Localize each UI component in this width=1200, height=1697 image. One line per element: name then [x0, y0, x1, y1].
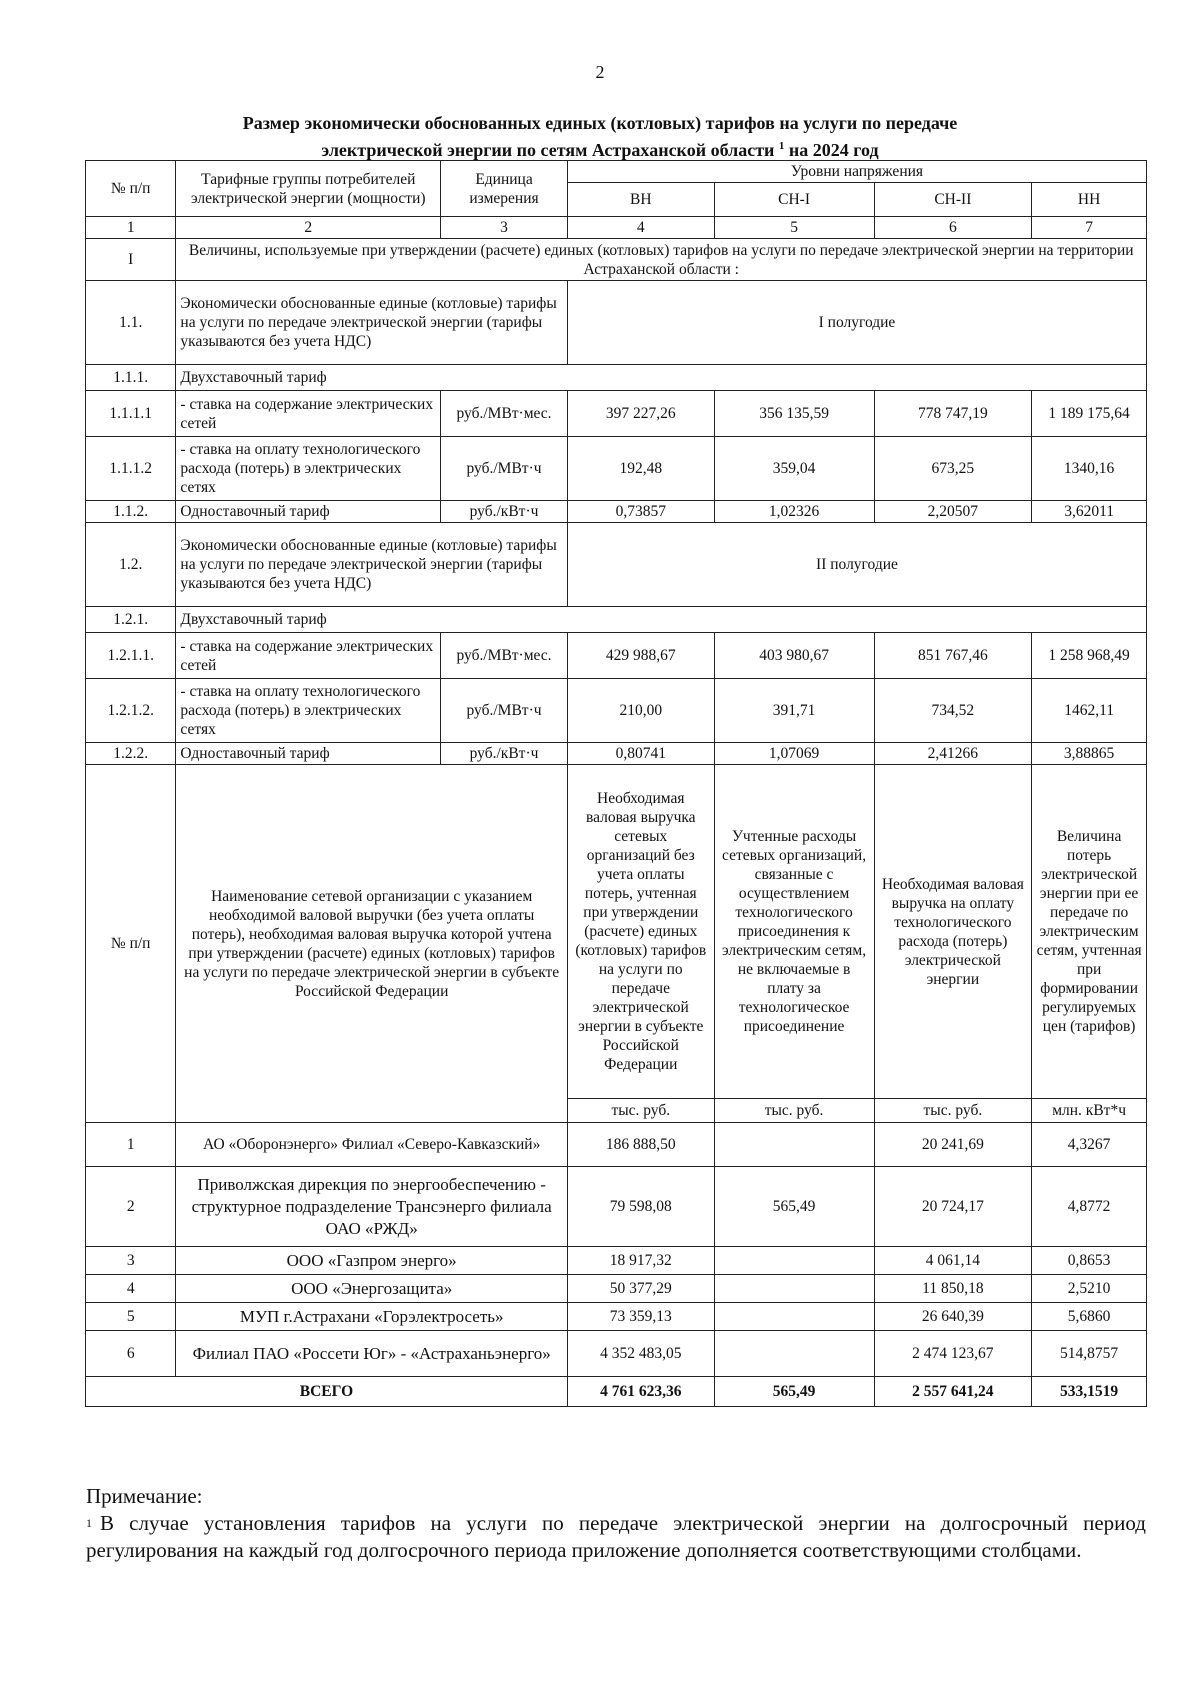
value-sn1: 1,02326: [714, 501, 874, 523]
value-vn: 210,00: [567, 679, 714, 743]
org-unit-c4: тыс. руб.: [567, 1099, 714, 1123]
row-unit: руб./кВт·ч: [441, 501, 568, 523]
org-header-num: № п/п: [86, 765, 176, 1123]
org-name: МУП г.Астрахани «Горэлектросеть»: [176, 1303, 568, 1331]
org-num: 1: [86, 1123, 176, 1167]
value-vn: 397 227,26: [567, 391, 714, 437]
row-unit: руб./кВт·ч: [441, 743, 568, 765]
col-index: 4: [567, 217, 714, 239]
value-vn: 0,80741: [567, 743, 714, 765]
row-label: Двухставочный тариф: [176, 607, 1147, 633]
value-nn: 1462,11: [1032, 679, 1147, 743]
value-nn: 1 189 175,64: [1032, 391, 1147, 437]
value-vn: 0,73857: [567, 501, 714, 523]
header-num: № п/п: [86, 161, 176, 217]
org-header-name: Наименование сетевой организации с указанием необходимой валовой выручки (без учета оплаты потерь), необходимая валовая выручка которой учтена при утверждении (расчете) единых (котловых) тарифов на услуги по передаче электрической энергии в субъекте Российской Федерации: [176, 765, 568, 1123]
row-label: Двухставочный тариф: [176, 365, 1147, 391]
org-c6: 20 724,17: [874, 1167, 1032, 1247]
org-c5: [714, 1275, 874, 1303]
block-period: I полугодие: [567, 281, 1146, 365]
title-line-2-text: электрической энергии по сетям Астраханской области: [321, 140, 775, 160]
col-index: 1: [86, 217, 176, 239]
value-sn2: 673,25: [874, 437, 1032, 501]
org-c5: [714, 1303, 874, 1331]
row-label: - ставка на содержание электрических сетей: [176, 633, 441, 679]
row-label: - ставка на оплату технологического расхода (потерь) в электрических сетях: [176, 679, 441, 743]
row-num: 1.2.1.: [86, 607, 176, 633]
org-c7: 0,8653: [1032, 1247, 1147, 1275]
header-group: Тарифные группы потребителей электрической энергии (мощности): [176, 161, 441, 217]
value-nn: 3,88865: [1032, 743, 1147, 765]
org-name: АО «Оборонэнерго» Филиал «Северо-Кавказский»: [176, 1123, 568, 1167]
total-label: ВСЕГО: [86, 1377, 568, 1407]
org-c4: 18 917,32: [567, 1247, 714, 1275]
org-num: 4: [86, 1275, 176, 1303]
value-sn1: 403 980,67: [714, 633, 874, 679]
note-label: Примечание:: [86, 1484, 203, 1508]
value-sn2: 2,20507: [874, 501, 1032, 523]
header-unit: Единица измерения: [441, 161, 568, 217]
col-index: 7: [1032, 217, 1147, 239]
org-c6: 26 640,39: [874, 1303, 1032, 1331]
block-num: 1.2.: [86, 523, 176, 607]
org-c5: 565,49: [714, 1167, 874, 1247]
title-line-2: [150, 135, 1050, 162]
row-num: 1.2.2.: [86, 743, 176, 765]
org-unit-c5: тыс. руб.: [714, 1099, 874, 1123]
row-num: 1.1.1.: [86, 365, 176, 391]
org-num: 3: [86, 1247, 176, 1275]
col-index: 3: [441, 217, 568, 239]
org-name: ООО «Энергозащита»: [176, 1275, 568, 1303]
org-c5: [714, 1123, 874, 1167]
org-c7: 514,8757: [1032, 1331, 1147, 1377]
col-index: 5: [714, 217, 874, 239]
value-sn2: 851 767,46: [874, 633, 1032, 679]
footnote: [86, 1510, 1146, 1564]
org-c7: 4,8772: [1032, 1167, 1147, 1247]
col-index: 6: [874, 217, 1032, 239]
section-num: I: [86, 239, 176, 281]
org-header-c5: Учтенные расходы сетевых организаций, связанные с осуществлением технологического присоединения к электрическим сетям, не включаемые в плату за технологическое присоединение: [714, 765, 874, 1099]
org-num: 2: [86, 1167, 176, 1247]
block-text: Экономически обоснованные единые (котловые) тарифы на услуги по передаче электрической энергии (тарифы указываются без учета НДС): [176, 523, 568, 607]
org-num: 6: [86, 1331, 176, 1377]
value-sn1: 359,04: [714, 437, 874, 501]
row-label: - ставка на содержание электрических сетей: [176, 391, 441, 437]
header-sn2: СН-II: [874, 183, 1032, 217]
org-num: 5: [86, 1303, 176, 1331]
org-c7: 4,3267: [1032, 1123, 1147, 1167]
value-sn1: 356 135,59: [714, 391, 874, 437]
footnote-text: В случае установления тарифов на услуги по передаче электрической энергии на долгосрочный период регулирования на каждый год долгосрочного периода приложение дополняется соответствующими столбцами.: [86, 1511, 1146, 1562]
row-num: 1.2.1.1.: [86, 633, 176, 679]
row-label: Одноставочный тариф: [176, 501, 441, 523]
document-title: [150, 112, 1050, 162]
value-vn: 192,48: [567, 437, 714, 501]
page-number: 2: [595, 62, 605, 82]
value-nn: 1 258 968,49: [1032, 633, 1147, 679]
value-sn1: 1,07069: [714, 743, 874, 765]
title-line-2-end: на 2024 год: [788, 140, 879, 160]
org-c7: 2,5210: [1032, 1275, 1147, 1303]
header-voltage-levels: Уровни напряжения: [567, 161, 1146, 183]
block-period: II полугодие: [567, 523, 1146, 607]
value-sn2: 778 747,19: [874, 391, 1032, 437]
value-sn2: 2,41266: [874, 743, 1032, 765]
value-nn: 1340,16: [1032, 437, 1147, 501]
value-vn: 429 988,67: [567, 633, 714, 679]
header-nn: НН: [1032, 183, 1147, 217]
header-vn: ВН: [567, 183, 714, 217]
org-c4: 50 377,29: [567, 1275, 714, 1303]
org-header-c4: Необходимая валовая выручка сетевых организаций без учета оплаты потерь, учтенная при утверждении (расчете) единых (котловых) тарифов на услуги по передаче электрической энергии в субъекте Российской Федерации: [567, 765, 714, 1099]
row-label: - ставка на оплату технологического расхода (потерь) в электрических сетях: [176, 437, 441, 501]
section-text: Величины, используемые при утверждении (расчете) единых (котловых) тарифов на услуги по передаче электрической энергии на территории Астраханской области :: [176, 239, 1147, 281]
total-c6: 2 557 641,24: [874, 1377, 1032, 1407]
row-unit: руб./МВт·мес.: [441, 391, 568, 437]
org-c4: 186 888,50: [567, 1123, 714, 1167]
title-footnote-marker: 1: [778, 140, 785, 152]
row-num: 1.2.1.2.: [86, 679, 176, 743]
row-unit: руб./МВт·ч: [441, 679, 568, 743]
total-c4: 4 761 623,36: [567, 1377, 714, 1407]
footnote-marker: 1: [86, 1516, 92, 1530]
org-header-c6: Необходимая валовая выручка на оплату технологического расхода (потерь) электрической энергии: [874, 765, 1032, 1099]
row-unit: руб./МВт·ч: [441, 437, 568, 501]
org-c5: [714, 1247, 874, 1275]
org-c4: 4 352 483,05: [567, 1331, 714, 1377]
value-nn: 3,62011: [1032, 501, 1147, 523]
org-name: Приволжская дирекция по энергообеспечению - структурное подразделение Трансэнерго филиала ОАО «РЖД»: [176, 1167, 568, 1247]
org-c6: 20 241,69: [874, 1123, 1032, 1167]
org-c5: [714, 1331, 874, 1377]
org-c7: 5,6860: [1032, 1303, 1147, 1331]
org-c4: 79 598,08: [567, 1167, 714, 1247]
block-text: Экономически обоснованные единые (котловые) тарифы на услуги по передаче электрической энергии (тарифы указываются без учета НДС): [176, 281, 568, 365]
org-c4: 73 359,13: [567, 1303, 714, 1331]
total-c7: 533,1519: [1032, 1377, 1147, 1407]
col-index: 2: [176, 217, 441, 239]
value-sn1: 391,71: [714, 679, 874, 743]
org-name: ООО «Газпром энерго»: [176, 1247, 568, 1275]
row-label: Одноставочный тариф: [176, 743, 441, 765]
org-c6: 11 850,18: [874, 1275, 1032, 1303]
row-num: 1.1.1.1: [86, 391, 176, 437]
tariff-table: [85, 160, 1147, 1407]
total-c5: 565,49: [714, 1377, 874, 1407]
title-line-1: Размер экономически обоснованных единых (котловых) тарифов на услуги по передаче: [242, 113, 958, 133]
block-num: 1.1.: [86, 281, 176, 365]
org-unit-c6: тыс. руб.: [874, 1099, 1032, 1123]
row-num: 1.1.2.: [86, 501, 176, 523]
row-num: 1.1.1.2: [86, 437, 176, 501]
org-c6: 4 061,14: [874, 1247, 1032, 1275]
row-unit: руб./МВт·мес.: [441, 633, 568, 679]
value-sn2: 734,52: [874, 679, 1032, 743]
header-sn1: СН-I: [714, 183, 874, 217]
org-header-c7: Величина потерь электрической энергии при ее передаче по электрическим сетям, учтенная при формировании регулируемых цен (тарифов): [1032, 765, 1147, 1099]
org-unit-c7: млн. кВт*ч: [1032, 1099, 1147, 1123]
org-name: Филиал ПАО «Россети Юг» - «Астраханьэнерго»: [176, 1331, 568, 1377]
org-c6: 2 474 123,67: [874, 1331, 1032, 1377]
